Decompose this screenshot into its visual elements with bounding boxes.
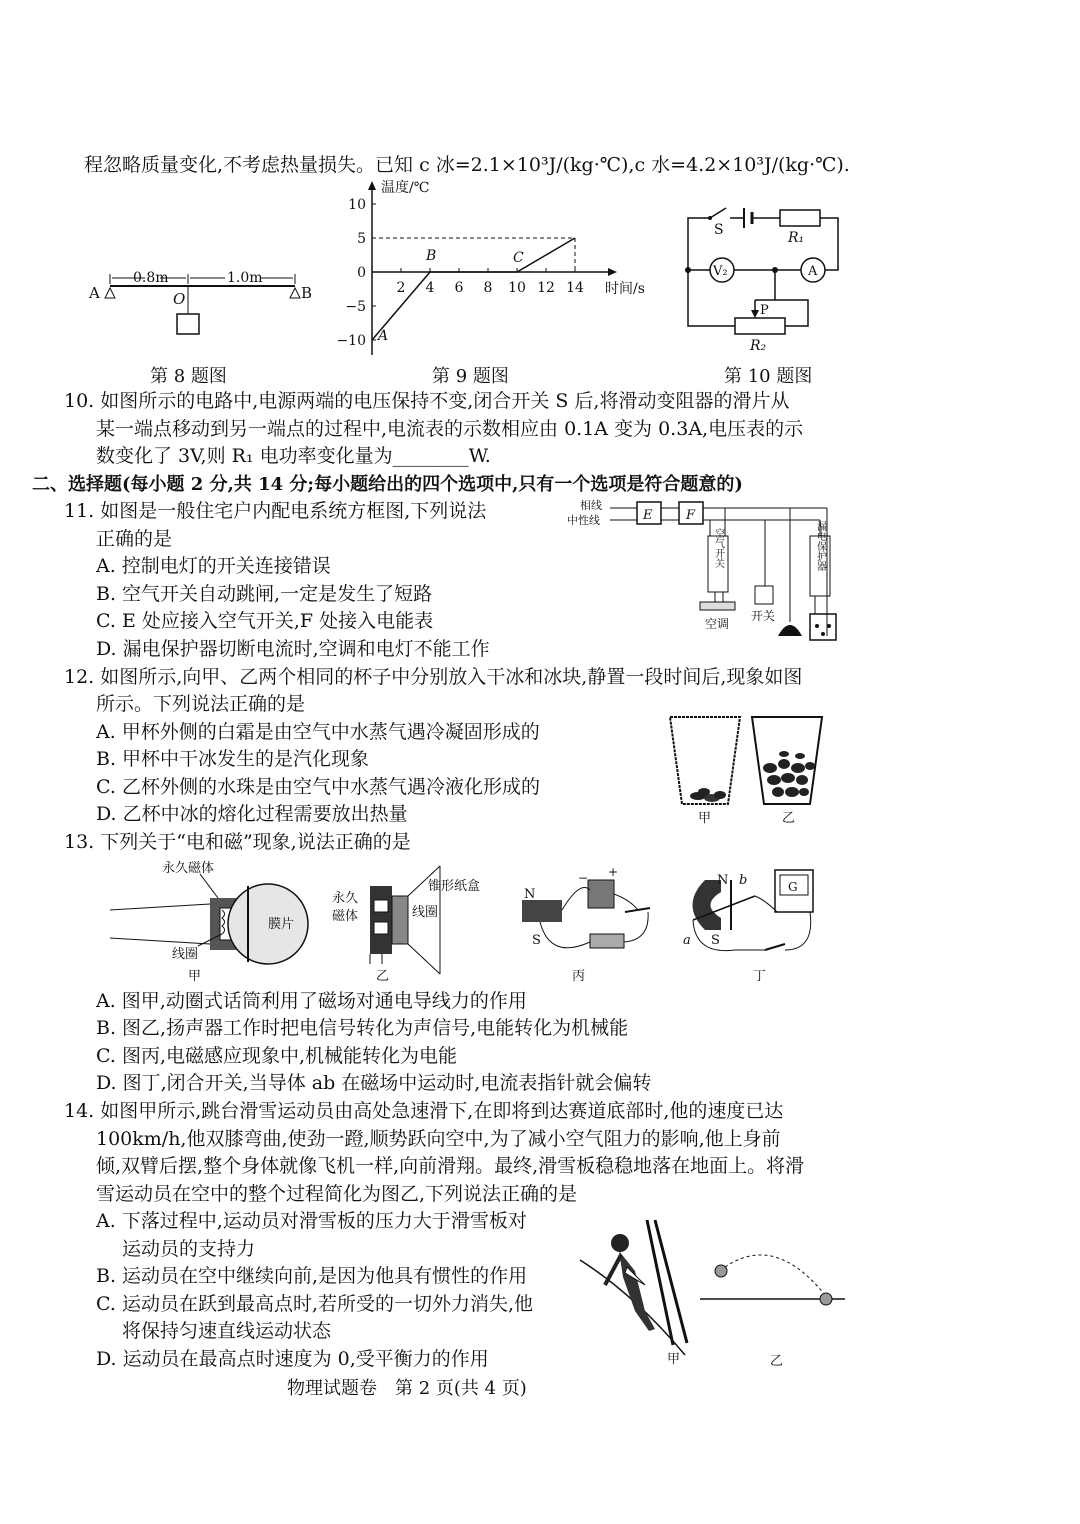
q12-stem-2: 所示。下列说法正确的是 bbox=[96, 693, 306, 715]
q11-neutral-wire-label: 中性线 bbox=[567, 514, 600, 527]
q10-line-1: 10. 如图所示的电路中,电源两端的电压保持不变,闭合开关 S 后,将滑动变阻器的滑片从 bbox=[64, 390, 790, 412]
fig9-y-tick-3: −5 bbox=[345, 299, 366, 315]
q14-stem-4: 雪运动员在空中的整个过程简化为图乙,下列说法正确的是 bbox=[96, 1183, 578, 1205]
q10-line-3: 数变化了 3V,则 R₁ 电功率变化量为________W. bbox=[96, 445, 491, 467]
q13-jia-coil-label: 线圈 bbox=[172, 947, 199, 962]
fig8-right-length: 1.0m bbox=[227, 270, 263, 286]
section-2-heading: 二、选择题(每小题 2 分,共 14 分;每小题给出的四个选项中,只有一个选项是符合题意的) bbox=[32, 474, 743, 495]
q13-yi-caption: 乙 bbox=[376, 969, 390, 984]
q13-ding-s-label: S bbox=[711, 933, 720, 948]
top-line: 程忽略质量变化,不考虑热量损失。已知 c 冰=2.1×10³J/(kg·℃),c 水=4.2×10³J/(kg·℃). bbox=[84, 154, 850, 176]
q11-stem-2: 正确的是 bbox=[96, 528, 173, 550]
fig9-x-tick-5: 12 bbox=[537, 280, 555, 296]
q13-fig-yi-speaker bbox=[330, 858, 505, 988]
q12-option-b: B. 甲杯中干冰发生的是汽化现象 bbox=[96, 748, 370, 770]
fig10-label-a: A bbox=[808, 264, 818, 279]
fig9-point-a: A bbox=[378, 328, 389, 344]
fig9-caption: 第 9 题图 bbox=[432, 366, 509, 387]
fig8-lever-diagram bbox=[85, 262, 325, 342]
q13-bing-s-label: S bbox=[532, 933, 541, 948]
q13-option-c: C. 图丙,电磁感应现象中,机械能转化为电能 bbox=[96, 1045, 458, 1067]
fig8-label-b: B bbox=[301, 284, 313, 302]
q13-bing-minus-icon: − bbox=[578, 871, 589, 885]
q11-box-e: E bbox=[643, 508, 653, 523]
q13-option-d: D. 图丁,闭合开关,当导体 ab 在磁场中运动时,电流表指针就会偏转 bbox=[96, 1072, 652, 1094]
q11-option-c: C. E 处应接入空气开关,F 处接入电能表 bbox=[96, 610, 434, 632]
q11-wiring-diagram bbox=[565, 496, 845, 646]
q13-fig-jia-microphone bbox=[100, 858, 315, 988]
q12-stem-1: 12. 如图所示,向甲、乙两个相同的杯子中分别放入干冰和冰块,静置一段时间后,现象如图 bbox=[64, 666, 803, 688]
q13-option-b: B. 图乙,扬声器工作时把电信号转化为声信号,电能转化为机械能 bbox=[96, 1017, 629, 1039]
q11-rcd-label: 漏电保护器 bbox=[814, 521, 826, 571]
fig10-label-r2: R₂ bbox=[750, 338, 767, 354]
q14-stem-1: 14. 如图甲所示,跳台滑雪运动员由高处急速滑下,在即将到达赛道底部时,他的速度已达 bbox=[64, 1100, 784, 1122]
fig9-x-tick-0: 2 bbox=[396, 280, 406, 296]
q14-option-a-line1: A. 下落过程中,运动员对滑雪板的压力大于滑雪板对 bbox=[96, 1210, 527, 1232]
fig10-caption: 第 10 题图 bbox=[724, 366, 813, 387]
q13-bing-plus-icon: + bbox=[608, 865, 619, 879]
q14-fig-yi-caption: 乙 bbox=[770, 1354, 784, 1369]
fig9-x-tick-1: 4 bbox=[425, 280, 435, 296]
q11-breaker-label: 空气开关 bbox=[712, 528, 724, 568]
fig9-x-tick-4: 10 bbox=[508, 280, 526, 296]
fig9-x-tick-6: 14 bbox=[566, 280, 584, 296]
q12-cup-yi-label: 乙 bbox=[782, 811, 796, 826]
q14-option-a-line2: 运动员的支持力 bbox=[122, 1238, 256, 1260]
q14-stem-2: 100km/h,他双膝弯曲,使劲一蹬,顺势跃向空中,为了减小空气阻力的影响,他上身前 bbox=[96, 1128, 781, 1150]
q14-fig-jia-caption: 甲 bbox=[667, 1352, 681, 1367]
fig9-y-axis-label: 温度/℃ bbox=[381, 180, 430, 196]
q13-bing-caption: 丙 bbox=[572, 969, 586, 984]
q14-option-c-line2: 将保持匀速直线运动状态 bbox=[122, 1320, 332, 1342]
page-footer: 物理试题卷 第 2 页(共 4 页) bbox=[287, 1378, 527, 1399]
q13-yi-magnet-label-line1: 永久 bbox=[332, 891, 359, 906]
q14-option-b: B. 运动员在空中继续向前,是因为他具有惯性的作用 bbox=[96, 1265, 528, 1287]
q11-live-wire-label: 相线 bbox=[580, 499, 602, 512]
q11-stem-1: 11. 如图是一般住宅户内配电系统方框图,下列说法 bbox=[64, 500, 487, 522]
fig9-y-tick-1: 5 bbox=[357, 231, 366, 247]
fig10-label-v2: V₂ bbox=[713, 264, 728, 279]
q14-option-d: D. 运动员在最高点时速度为 0,受平衡力的作用 bbox=[96, 1348, 489, 1370]
q11-box-f: F bbox=[686, 508, 696, 523]
fig10-circuit bbox=[680, 200, 850, 354]
q12-option-a: A. 甲杯外侧的白霜是由空气中水蒸气遇冷凝固形成的 bbox=[96, 721, 540, 743]
q13-jia-caption: 甲 bbox=[188, 969, 202, 984]
q14-option-c-line1: C. 运动员在跃到最高点时,若所受的一切外力消失,他 bbox=[96, 1293, 534, 1315]
q13-jia-diaphragm-label: 膜片 bbox=[268, 917, 295, 932]
q13-stem: 13. 下列关于“电和磁”现象,说法正确的是 bbox=[64, 831, 411, 853]
q13-ding-b-label: b bbox=[739, 873, 748, 888]
fig8-left-length: 0.8m bbox=[133, 270, 169, 286]
q13-fig-bing-motor bbox=[510, 860, 660, 985]
q13-yi-cone-label: 锥形纸盒 bbox=[428, 879, 481, 894]
q13-ding-n-label: N bbox=[717, 873, 729, 888]
q13-ding-galvanometer-label: G bbox=[788, 880, 798, 894]
q13-yi-magnet-label-line2: 磁体 bbox=[332, 909, 359, 924]
q12-option-c: C. 乙杯外侧的水珠是由空气中水蒸气遇冷液化形成的 bbox=[96, 776, 540, 798]
q14-stem-3: 倾,双臂后摆,整个身体就像飞机一样,向前滑翔。最终,滑雪板稳稳地落在地面上。将滑 bbox=[96, 1155, 805, 1177]
q11-ac-label: 空调 bbox=[705, 617, 730, 631]
q11-option-b: B. 空气开关自动跳闸,一定是发生了短路 bbox=[96, 583, 433, 605]
fig9-point-c: C bbox=[513, 250, 524, 266]
fig9-y-tick-4: −10 bbox=[336, 333, 366, 349]
q12-option-d: D. 乙杯中冰的熔化过程需要放出热量 bbox=[96, 803, 408, 825]
fig9-x-axis-label: 时间/s bbox=[605, 281, 645, 297]
fig9-chart bbox=[335, 175, 655, 360]
q10-line-2: 某一端点移动到另一端点的过程中,电流表的示数相应由 0.1A 变为 0.3A,电压表的示 bbox=[96, 418, 804, 440]
fig9-y-tick-0: 10 bbox=[348, 197, 366, 213]
q13-bing-n-label: N bbox=[524, 887, 536, 902]
q11-option-a: A. 控制电灯的开关连接错误 bbox=[96, 555, 331, 577]
q13-ding-a-label: a bbox=[683, 933, 691, 948]
fig8-label-a: A bbox=[89, 284, 100, 302]
q12-cups-diagram bbox=[660, 712, 840, 827]
fig10-label-s: S bbox=[714, 222, 724, 238]
q11-option-d: D. 漏电保护器切断电流时,空调和电灯不能工作 bbox=[96, 638, 490, 660]
q14-ski-jumper-diagram bbox=[575, 1215, 855, 1375]
fig10-label-r1: R₁ bbox=[788, 230, 805, 246]
q13-jia-magnet-label: 永久磁体 bbox=[162, 861, 215, 876]
fig8-caption: 第 8 题图 bbox=[150, 366, 227, 387]
fig10-label-p: P bbox=[760, 303, 769, 318]
fig9-x-tick-2: 6 bbox=[454, 280, 464, 296]
q12-cup-jia-label: 甲 bbox=[698, 811, 712, 826]
q11-switch-label: 开关 bbox=[751, 609, 776, 623]
fig8-label-o: O bbox=[173, 290, 186, 308]
fig9-y-tick-2: 0 bbox=[357, 265, 366, 281]
q13-yi-coil-label: 线圈 bbox=[412, 905, 439, 920]
fig9-x-tick-3: 8 bbox=[483, 280, 493, 296]
q13-option-a: A. 图甲,动圈式话筒利用了磁场对通电导线力的作用 bbox=[96, 990, 527, 1012]
q13-fig-ding-induction bbox=[675, 860, 825, 985]
q13-ding-caption: 丁 bbox=[753, 969, 767, 984]
fig9-point-b: B bbox=[426, 248, 437, 264]
